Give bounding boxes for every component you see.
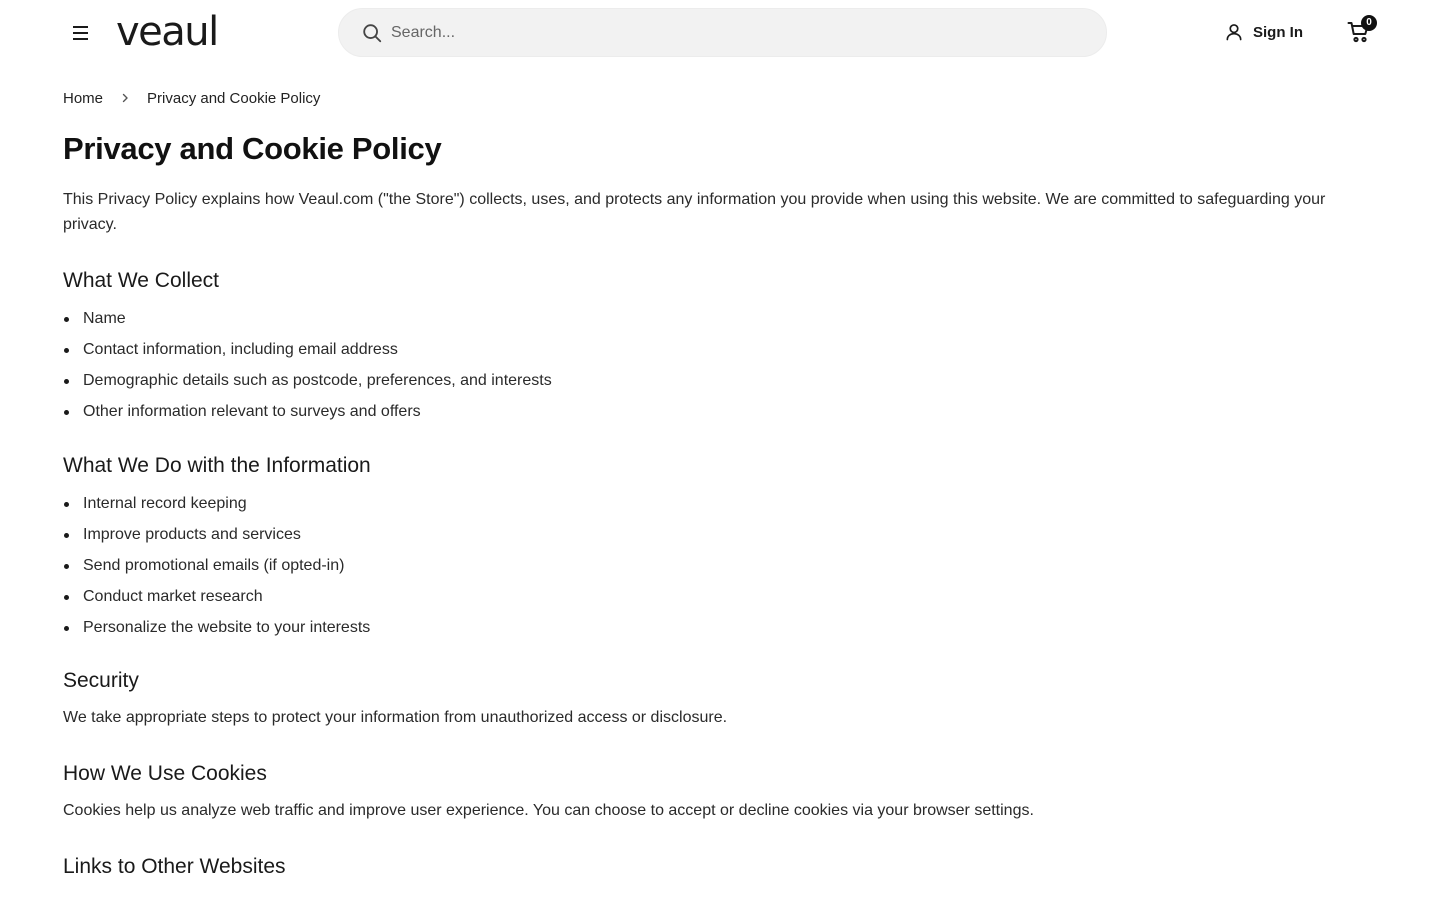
list-item: Send promotional emails (if opted-in) [63,556,1373,576]
section-heading: How We Use Cookies [63,762,267,785]
section-text: Cookies help us analyze web traffic and improve user experience. You can choose to accept or decline cookies via your browser settings. [63,802,1034,819]
cart-button[interactable] [1347,17,1372,44]
section-heading: What We Collect [63,269,219,292]
chevron-right-icon [119,92,131,104]
policy-content [63,130,1373,881]
section-heading: Links to Other Websites [63,855,286,878]
breadcrumb [63,88,320,108]
search-bar[interactable] [338,8,1107,57]
sign-in-button[interactable] [1224,20,1303,44]
collect-list [63,309,1373,422]
list-item: Personalize the website to your interests [63,618,1373,638]
page-title: Privacy and Cookie Policy [63,131,442,166]
section-text: We take appropriate steps to protect your information from unauthorized access or disclosure. [63,709,728,726]
list-item: Name [63,309,1373,329]
list-item: Contact information, including email address [63,340,1373,360]
site-header [0,0,1440,66]
site-logo[interactable]: veaul [116,9,218,55]
list-item: Conduct market research [63,587,1373,607]
usage-list [63,494,1373,638]
sign-in-label: Sign In [1253,23,1303,41]
user-icon [1224,22,1244,42]
cart-count-badge: 0 [1361,15,1377,31]
list-item: Internal record keeping [63,494,1373,514]
breadcrumb-current: Privacy and Cookie Policy [147,89,321,107]
list-item: Improve products and services [63,525,1373,545]
search-input[interactable] [391,9,1081,56]
list-item: Other information relevant to surveys and offers [63,402,1373,422]
search-icon [361,22,383,44]
intro-paragraph: This Privacy Policy explains how Veaul.com ("the Store") collects, uses, and protects any information you provide when using this website. We are committed to safeguarding your privacy. [63,191,1326,233]
list-item: Demographic details such as postcode, preferences, and interests [63,371,1373,391]
breadcrumb-home-link[interactable]: Home [63,89,104,107]
menu-icon[interactable] [70,22,92,44]
section-heading: What We Do with the Information [63,454,371,477]
section-heading: Security [63,669,139,692]
